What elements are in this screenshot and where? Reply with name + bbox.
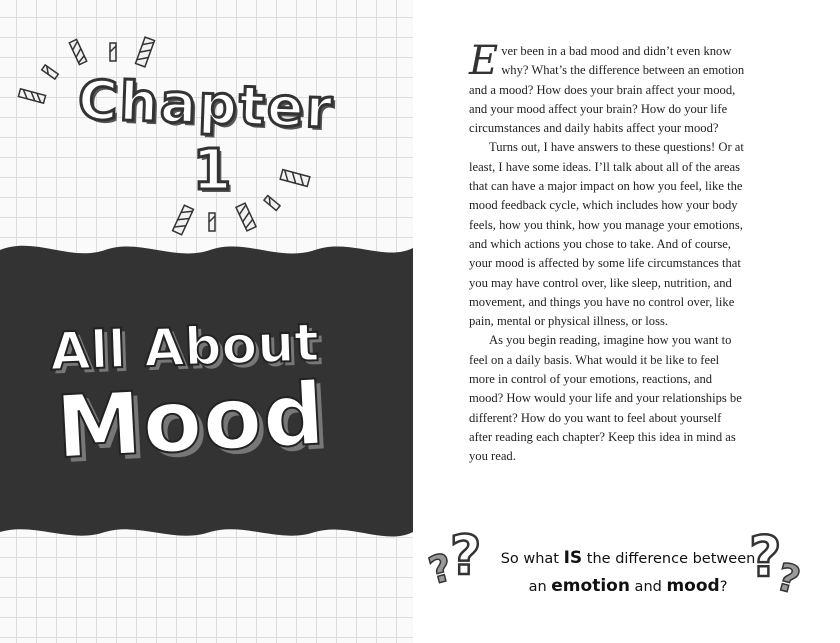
callout-question	[483, 545, 773, 601]
svg-text:?: ?	[749, 525, 782, 590]
svg-text:?: ?	[772, 554, 805, 603]
callout-text: and	[629, 579, 667, 595]
paragraph-1-text: ver been in a bad mood and didn’t even know why? What’s the difference between an emotion and a mood? How does your brain affect your mood, and your mood affect your brain? How do your life circumstances and daily habits affect your mood?	[469, 44, 745, 136]
chapter-number: 1	[192, 138, 232, 203]
callout-text: ?	[719, 579, 728, 595]
drop-cap: E	[469, 38, 499, 84]
question-mark-icon	[745, 520, 815, 603]
paragraph-3: As you begin reading, imagine how you want to feel on a daily basis. What would it be like to feel more in control of your emotions, reactions, and mood? How would your life and your relationships be different? How do you want to feel about yourself after reading each chapter? Keep this idea in mind as you read.	[469, 333, 742, 464]
question-mark-icon	[424, 520, 498, 600]
svg-text:?: ?	[450, 524, 482, 587]
callout-text: So what	[500, 551, 564, 567]
callout-text: an	[528, 579, 552, 595]
callout-emphasis-mood: mood	[666, 576, 720, 596]
callout-text: the difference between	[582, 551, 756, 567]
chapter-title-line1: All About	[49, 313, 321, 383]
paragraph-2: Turns out, I have answers to these questions! Or at least, I have some ideas. I’ll talk about all of the areas that can have a major impact on how you feel, like the mood feedback cycle, which includes how your body feels, how you think, how you manage your emotions, and which actions you chose to take. And of course, your mood is affected by some life circumstances that you may have control over, like sleep, nutrition, and movement, and things you have no control over, like pain, mental or physical illness, or loss.	[469, 140, 744, 329]
body-text	[469, 38, 746, 467]
chapter-title-line2: Mood	[53, 364, 328, 479]
chapter-label: Chapter	[76, 68, 336, 141]
svg-text:?: ?	[424, 544, 457, 594]
callout-emphasis-emotion: emotion	[551, 576, 630, 596]
callout-emphasis-is: IS	[563, 548, 583, 568]
chapter-opener-page	[0, 0, 413, 643]
paragraph-1	[469, 38, 746, 138]
